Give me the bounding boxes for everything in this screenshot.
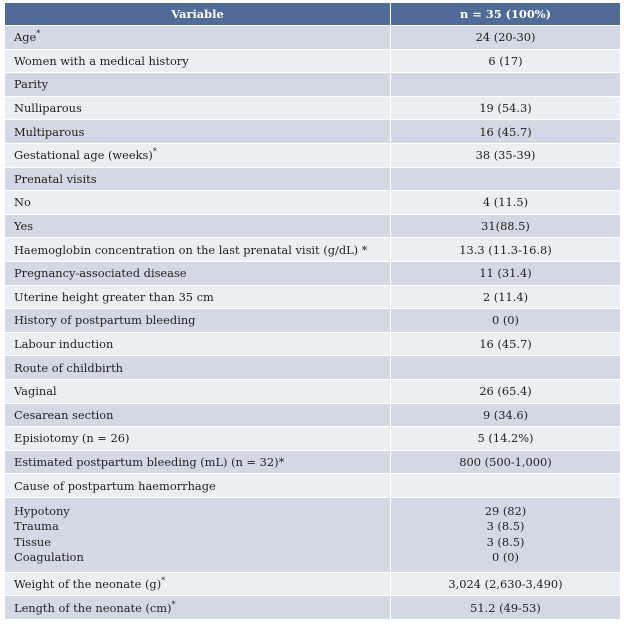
table-row <box>5 238 621 262</box>
cause-value: 0 (0) <box>491 550 519 565</box>
row-label: Yes <box>5 214 391 238</box>
row-label: Haemoglobin concentration on the last prenatal visit (g/dL) * <box>5 238 391 262</box>
row-label: Multiparous <box>5 120 391 144</box>
row-value: 5 (14.2%) <box>391 427 621 451</box>
row-label: Age* <box>5 26 391 50</box>
table-row <box>5 332 621 356</box>
cause-value: 3 (8.5) <box>486 534 525 549</box>
row-label: Episiotomy (n = 26) <box>5 427 391 451</box>
row-label: No <box>5 191 391 215</box>
table-row <box>5 450 621 474</box>
row-value <box>391 167 621 191</box>
row-label: Pregnancy-associated disease <box>5 261 391 285</box>
cause-label: Coagulation <box>14 550 84 565</box>
table-row <box>5 96 621 120</box>
cause-label: Trauma <box>14 519 59 534</box>
row-label: Women with a medical history <box>5 49 391 73</box>
row-value: 11 (31.4) <box>391 261 621 285</box>
table-row <box>5 285 621 309</box>
table-row <box>5 73 621 97</box>
row-value: 6 (17) <box>391 49 621 73</box>
table-row <box>5 143 621 167</box>
row-label: Estimated postpartum bleeding (mL) (n = 32)* <box>5 450 391 474</box>
row-label: Gestational age (weeks)* <box>5 143 391 167</box>
row-value: 19 (54.3) <box>391 96 621 120</box>
row-value: 2 (11.4) <box>391 285 621 309</box>
row-value: 31(88.5) <box>391 214 621 238</box>
row-value: 4 (11.5) <box>391 191 621 215</box>
row-label: Prenatal visits <box>5 167 391 191</box>
row-label: Weight of the neonate (g)* <box>5 572 391 596</box>
cause-label: Tissue <box>14 534 52 549</box>
row-value: 16 (45.7) <box>391 120 621 144</box>
header-variable: Variable <box>5 3 391 26</box>
header-n: n = 35 (100%) <box>391 3 621 26</box>
cause-label: Hypotony <box>14 504 70 519</box>
table-row <box>5 379 621 403</box>
row-value: 38 (35-39) <box>391 143 621 167</box>
table-row <box>5 49 621 73</box>
row-value: 3,024 (2,630-3,490) <box>391 572 621 596</box>
cause-labels <box>5 497 391 572</box>
row-value <box>391 474 621 498</box>
row-label: Cesarean section <box>5 403 391 427</box>
table-row <box>5 427 621 451</box>
demographics-table <box>4 2 621 620</box>
table-row <box>5 26 621 50</box>
cause-value: 29 (82) <box>484 504 527 519</box>
table-row <box>5 403 621 427</box>
table-header-row <box>5 3 621 26</box>
row-value: 13.3 (11.3-16.8) <box>391 238 621 262</box>
row-label: Route of childbirth <box>5 356 391 380</box>
cause-value: 3 (8.5) <box>486 519 525 534</box>
table-row <box>5 309 621 333</box>
row-value: 16 (45.7) <box>391 332 621 356</box>
row-value <box>391 356 621 380</box>
table-row <box>5 191 621 215</box>
row-value: 51.2 (49-53) <box>391 596 621 620</box>
table-row <box>5 167 621 191</box>
row-value: 9 (34.6) <box>391 403 621 427</box>
row-label: Nulliparous <box>5 96 391 120</box>
table-row <box>5 596 621 620</box>
row-value <box>391 73 621 97</box>
row-label: Parity <box>5 73 391 97</box>
table-row <box>5 474 621 498</box>
table-row <box>5 356 621 380</box>
row-label: Length of the neonate (cm)* <box>5 596 391 620</box>
table-row <box>5 261 621 285</box>
row-label: History of postpartum bleeding <box>5 309 391 333</box>
table-row <box>5 120 621 144</box>
table-row-causes <box>5 497 621 572</box>
row-label: Vaginal <box>5 379 391 403</box>
row-label: Cause of postpartum haemorrhage <box>5 474 391 498</box>
table-row <box>5 214 621 238</box>
row-value: 800 (500-1,000) <box>391 450 621 474</box>
row-label: Labour induction <box>5 332 391 356</box>
row-value: 24 (20-30) <box>391 26 621 50</box>
cause-values <box>391 497 621 572</box>
row-value: 0 (0) <box>391 309 621 333</box>
row-value: 26 (65.4) <box>391 379 621 403</box>
table-row <box>5 572 621 596</box>
row-label: Uterine height greater than 35 cm <box>5 285 391 309</box>
